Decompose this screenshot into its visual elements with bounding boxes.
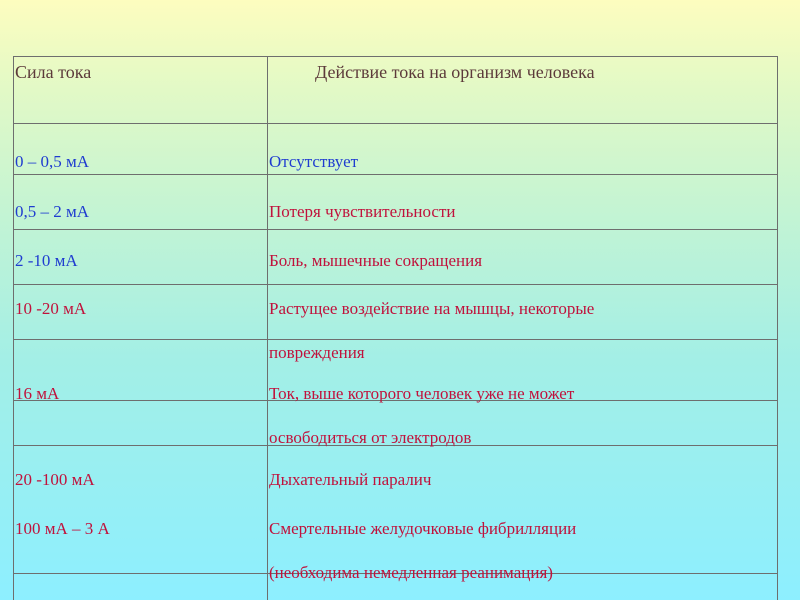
header-effect: Действие тока на организм человека xyxy=(315,62,595,82)
row-6-effect-line-1: Смертельные желудочковые фибрилляции xyxy=(269,519,577,538)
header-current: Сила тока xyxy=(15,62,92,82)
column-divider xyxy=(267,56,268,600)
row-separator xyxy=(13,339,777,340)
left-border xyxy=(13,56,14,600)
row-5-current: 20 -100 мА xyxy=(15,470,95,489)
row-3-effect-line-1: Растущее воздействие на мышцы, некоторые xyxy=(269,299,595,318)
row-2-current: 2 -10 мА xyxy=(15,251,78,270)
row-3-effect-line-2: повреждения xyxy=(269,343,365,362)
row-0-current: 0 – 0,5 мА xyxy=(15,152,90,171)
row-4-current: 16 мА xyxy=(15,384,60,403)
right-border xyxy=(777,56,778,600)
row-0-effect: Отсутствует xyxy=(269,152,359,171)
row-4-effect-line-2: освободиться от электродов xyxy=(269,428,472,447)
row-separator xyxy=(13,229,777,230)
row-separator xyxy=(13,174,777,175)
row-1-current: 0,5 – 2 мА xyxy=(15,202,90,221)
row-5-effect: Дыхательный паралич xyxy=(269,470,432,489)
row-separator xyxy=(13,284,777,285)
header-separator xyxy=(13,123,777,124)
table-top-border xyxy=(13,56,777,57)
row-2-effect: Боль, мышечные сокращения xyxy=(269,251,483,270)
row-3-current: 10 -20 мА xyxy=(15,299,87,318)
row-6-effect-line-2: (необходима немедленная реанимация) xyxy=(269,563,553,582)
row-1-effect: Потеря чувствительности xyxy=(269,202,456,221)
row-4-effect-line-1: Ток, выше которого человек уже не может xyxy=(269,384,575,403)
row-6-current: 100 мА – 3 А xyxy=(15,519,110,538)
